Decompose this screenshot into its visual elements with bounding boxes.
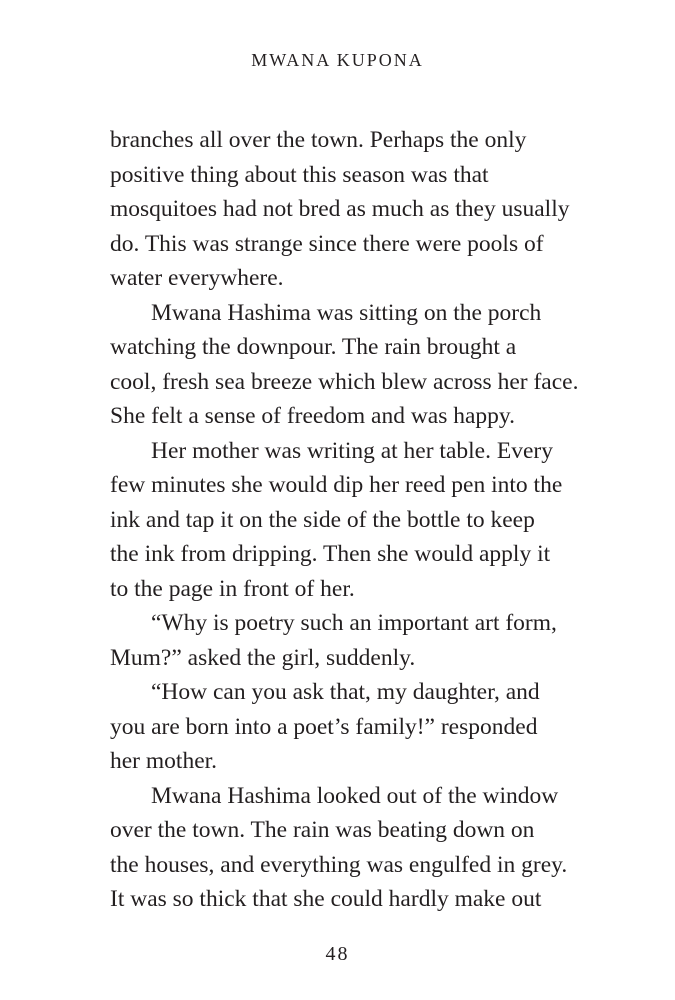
text-line: the houses, and everything was engulfed in grey. (110, 851, 568, 878)
paragraph (110, 296, 615, 434)
text-line: Mwana Hashima looked out of the window (151, 782, 559, 809)
text-line: She felt a sense of freedom and was happy. (110, 403, 516, 429)
text-line: ink and tap it on the side of the bottle to keep (110, 506, 535, 533)
running-head: MWANA KUPONA (251, 50, 424, 70)
paragraph (110, 606, 615, 675)
text-line: over the town. The rain was beating down on (110, 817, 535, 843)
text-line: to the page in front of her. (110, 575, 355, 602)
paragraph (110, 779, 615, 917)
text-line: positive thing about this season was that (110, 161, 489, 188)
text-line: “How can you ask that, my daughter, and (151, 679, 540, 705)
text-line: do. This was strange since there were pools of (110, 230, 544, 257)
text-line: few minutes she would dip her reed pen into the (110, 472, 563, 498)
text-line: branches all over the town. Perhaps the only (110, 127, 527, 153)
page-number: 48 (325, 943, 350, 965)
text-line: you are born into a poet’s family!” responded (110, 713, 538, 740)
text-line: cool, fresh sea breeze which blew across her face. (110, 368, 579, 395)
text-line: It was so thick that she could hardly make out (110, 886, 542, 912)
text-line: Mwana Hashima was sitting on the porch (151, 299, 542, 326)
paragraph (110, 123, 615, 296)
text-line: the ink from dripping. Then she would apply it (110, 541, 551, 567)
text-line: “Why is poetry such an important art form, (151, 610, 557, 636)
text-line: Her mother was writing at her table. Every (151, 437, 553, 464)
text-line: water everywhere. (110, 265, 284, 291)
paragraph (110, 675, 615, 779)
text-line: Mum?” asked the girl, suddenly. (110, 644, 416, 671)
text-line: watching the downpour. The rain brought a (110, 334, 517, 360)
body-text (110, 123, 615, 917)
paragraph (110, 434, 615, 607)
text-line: her mother. (110, 748, 218, 774)
text-line: mosquitoes had not bred as much as they usually (110, 196, 570, 222)
